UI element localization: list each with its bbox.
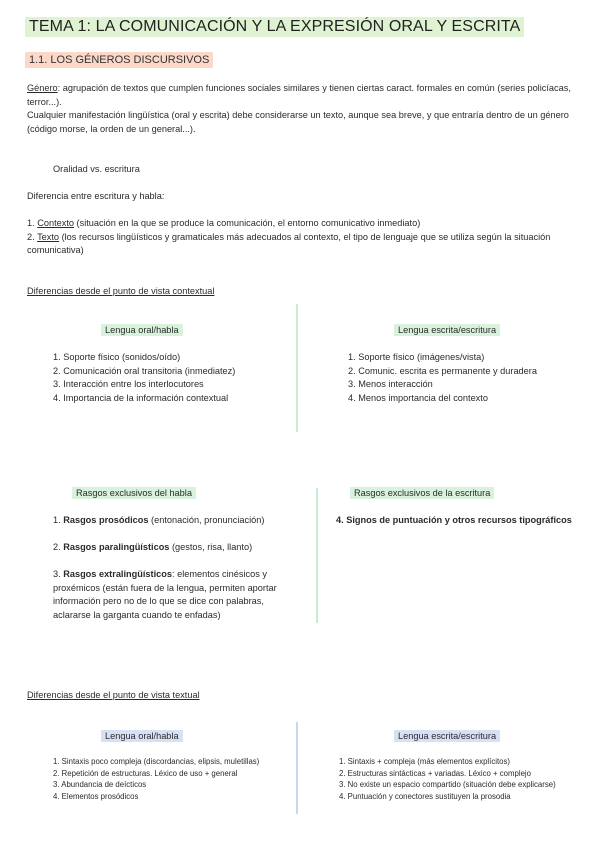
genero-paragraph <box>27 82 577 136</box>
contextual-divider <box>296 304 298 432</box>
list-item: 1. Rasgos prosódicos (entonación, pronunciación) <box>53 515 265 525</box>
section-heading: 1.1. LOS GÉNEROS DISCURSIVOS <box>25 52 213 68</box>
list-item: 2. Rasgos paralingüísticos (gestos, risa, llanto) <box>53 542 253 552</box>
diferencia-item-texto: 2. Texto (los recursos lingüísticos y gramaticales más adecuados al contexto, el tipo de lenguaje que se utiliza según la situación comunicativa) <box>27 231 551 255</box>
contextual-right-label: Lengua escrita/escritura <box>394 324 500 336</box>
list-item: 1. Sintaxis poco compleja (discordancias, elipsis, muletillas) <box>53 757 260 766</box>
list-item: 4. Signos de puntuación y otros recursos tipográficos <box>336 515 572 525</box>
list-item: 3. Menos interacción <box>348 379 433 389</box>
rasgos-habla-list <box>53 514 298 636</box>
texto-term: Texto <box>37 231 60 242</box>
diferencia-intro: Diferencia entre escritura y habla: <box>27 191 165 201</box>
textual-heading: Diferencias desde el punto de vista textual <box>27 690 200 700</box>
textual-left-label: Lengua oral/habla <box>101 730 183 742</box>
list-item: 2. Repetición de estructuras. Léxico de uso + general <box>53 768 238 778</box>
textual-right-label: Lengua escrita/escritura <box>394 730 500 742</box>
genero-line2: Cualquier manifestación lingüística (oral y escrita) debe considerarse un texto, aunque sea breve, y que entraría dentro de un género (código morse, la orden de un general...). <box>27 110 569 134</box>
contextual-heading: Diferencias desde el punto de vista contextual <box>27 286 215 296</box>
contextual-left-label: Lengua oral/habla <box>101 324 183 336</box>
diferencias-list <box>27 217 577 258</box>
list-item: 4. Elementos prosódicos <box>53 791 139 801</box>
list-item: 2. Comunicación oral transitoria (inmediatez) <box>53 365 236 376</box>
rasgos-divider <box>316 488 318 623</box>
list-item: 2. Comunic. escrita es permanente y duradera <box>348 365 537 376</box>
page-title: TEMA 1: LA COMUNICACIÓN Y LA EXPRESIÓN ORAL Y ESCRITA <box>25 17 524 37</box>
contextual-right-list <box>348 351 537 405</box>
diferencia-item-contexto: 1. Contexto (situación en la que se produce la comunicación, el entorno comunicativo inmediato) <box>27 218 421 228</box>
list-item: 4. Puntuación y conectores sustituyen la prosodia <box>339 791 511 801</box>
rasgos-escritura-list <box>336 514 586 528</box>
list-item: 1. Sintaxis + compleja (más elementos explícitos) <box>339 757 510 766</box>
contexto-term: Contexto <box>37 218 74 228</box>
textual-right-list <box>339 756 556 802</box>
textual-left-list <box>53 756 259 802</box>
genero-term: Género <box>27 83 58 93</box>
list-item: 1. Soporte físico (sonidos/oído) <box>53 352 181 362</box>
list-item: 3. Interacción entre los interlocutores <box>53 379 204 389</box>
list-item: 2. Estructuras sintácticas + variadas. Léxico + complejo <box>339 768 531 778</box>
list-item: 3. Rasgos extralingüísticos: elementos cinésicos y proxémicos (están fuera de la lengua, permiten aportar información pero no de lo que se dice con palabras, aclararse la garganta cuando te enfadas) <box>53 569 277 620</box>
list-item: 4. Importancia de la información contextual <box>53 392 229 403</box>
list-item: 3. Abundancia de deícticos <box>53 780 147 789</box>
rasgos-escritura-label: Rasgos exclusivos de la escritura <box>350 487 494 499</box>
list-item: 3. No existe un espacio compartido (situación debe explicarse) <box>339 780 556 789</box>
contextual-left-list <box>53 351 235 405</box>
list-item: 1. Soporte físico (imágenes/vista) <box>348 352 485 362</box>
textual-divider <box>296 722 298 814</box>
list-item: 4. Menos importancia del contexto <box>348 392 488 403</box>
oralidad-heading: Oralidad vs. escritura <box>53 164 140 174</box>
genero-definition: : agrupación de textos que cumplen funciones sociales similares y tienen ciertas caract. formales en común (series policíacas, terror...). <box>27 83 571 107</box>
rasgos-habla-label: Rasgos exclusivos del habla <box>72 487 196 499</box>
